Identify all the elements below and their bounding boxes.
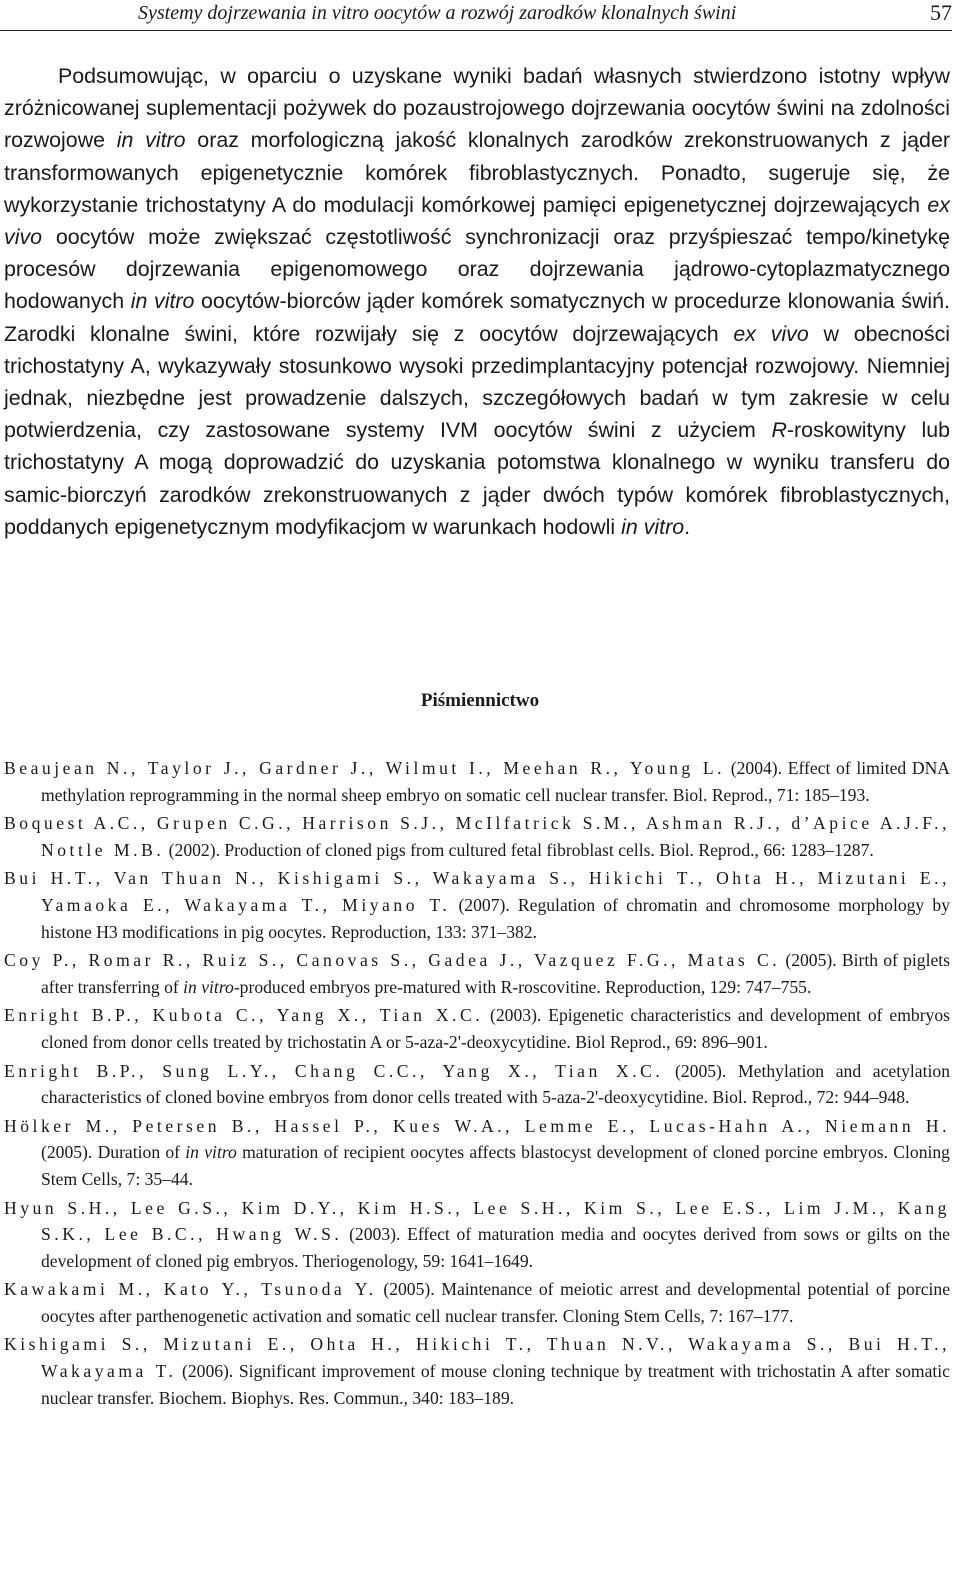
reference-details: (2007). Regulation of chromatin and chromosome morphology by histone H3 modifications in pig oocytes. Reproduction, 133: 371–382.: [41, 894, 950, 942]
page-number: 57: [930, 0, 952, 25]
reference-item: [4, 865, 950, 945]
reference-details: (2005). Duration of: [41, 1142, 186, 1163]
reference-authors: Enright B.P., Sung L.Y., Chang C.C., Yang X., Tian X.C.: [4, 1060, 664, 1081]
reference-authors: Hyun S.H., Lee G.S., Kim D.Y., Kim H.S., Lee S.H., Kim S., Lee E.S., Lim J.M., Kang S.K., Lee B.C., Hwang W.S.: [4, 1197, 950, 1245]
reference-list: [4, 755, 950, 1413]
reference-details: -produced embryos pre-matured with R-roscovitine. Reproduction, 129: 747–755.: [233, 976, 812, 997]
reference-details: (2004). Effect of limited DNA methylation reprogramming in the normal sheep embryo on somatic cell nuclear transfer. Biol. Reprod., 71: 185–193.: [41, 758, 950, 805]
text-run: oocytów może zwiększać częstotliwość synchronizacji oraz przyśpieszać tempo/kinetykę procesów dojrzewania epigenomowego oraz dojrzewania jądrowo-cytoplazmatycznego hodowanych: [4, 225, 950, 314]
references-heading: Piśmiennictwo: [420, 690, 540, 711]
italic-term: in vitro: [185, 1142, 237, 1163]
reference-authors: Boquest A.C., Grupen C.G., Harrison S.J., McIlfatrick S.M., Ashman R.J., d’Apice A.J.F., Nottle M.B.: [4, 813, 950, 860]
reference-item: [4, 1113, 950, 1193]
italic-term: in vitro: [621, 514, 685, 539]
italic-term: ex vivo: [733, 321, 809, 346]
running-header: [0, 0, 952, 31]
reference-details: (2003). Effect of maturation media and oocytes derived from sows or gilts on the development of cloned pig embryos. Theriogenology, 59: 1641–1649.: [41, 1224, 950, 1271]
italic-term: in vitro: [116, 128, 186, 153]
reference-item: [4, 1058, 950, 1111]
reference-authors: Enright B.P., Kubota C., Yang X., Tian X.C.: [4, 1005, 484, 1026]
italic-term: in vitro: [130, 289, 195, 314]
text-run: oraz morfologiczną jakość klonalnych zarodków zrekonstruowanych z jąder transformowanych epigenetycznie komórek fibroblastycznych. Ponadto, sugeruje się, że wykorzystanie trichostatyny A do modulacji komórkowej pamięci epigenetycznej dojrzewających: [4, 128, 950, 217]
reference-authors: Kishigami S., Mizutani E., Ohta H., Hikichi T., Thuan N.V., Wakayama S., Bui H.T., Wakayama T.: [4, 1334, 950, 1382]
text-run: -roskowityny lub trichostatyny A mogą doprowadzić do uzyskania potomstwa klonalnego w wyniku transferu do samic-biorczyń zarodków zrekonstruowanych z jąder dwóch typów komórek fibroblastycznych, poddanych epigenetycznym modyfikacjom w warunkach hodowli: [4, 418, 950, 539]
reference-authors: Beaujean N., Taylor J., Gardner J., Wilmut I., Meehan R., Young L.: [4, 758, 726, 778]
reference-item: [4, 947, 950, 1000]
reference-item: [4, 1002, 950, 1055]
italic-term: in vitro: [183, 976, 234, 997]
text-run: .: [684, 514, 691, 539]
reference-details: (2003). Epigenetic characteristics and development of embryos cloned from donor cells treated by trichostatin A or 5-aza-2'-deoxycytidine. Biol Reprod., 69: 896–901.: [41, 1005, 950, 1052]
running-title: Systemy dojrzewania in vitro oocytów a rozwój zarodków klonalnych świni: [138, 2, 737, 24]
italic-term: R: [771, 418, 787, 443]
reference-item: [4, 1195, 950, 1275]
text-run: Podsumowując, w oparciu o uzyskane wyniki badań własnych stwierdzono istotny wpływ zróżnicowanej suplementacji pożywek do pozaustrojowego dojrzewania oocytów świni na zdolności rozwojowe: [4, 64, 950, 153]
text-run: w obecności trichostatyny A, wykazywały stosunkowo wysoki przedimplantacyjny potencjał rozwojowy. Niemniej jednak, niezbędne jest prowadzenie dalszych, szczegółowych badań w tym zakresie w celu potwierdzenia, czy zastosowane systemy IVM oocytów świni z użyciem: [4, 321, 951, 443]
summary-paragraph: [4, 60, 950, 543]
reference-details: (2005). Birth of piglets after transferring of: [41, 950, 951, 997]
reference-item: [4, 1331, 950, 1411]
reference-details: (2005). Maintenance of meiotic arrest and developmental potential of porcine oocytes after parthenogenetic activation and somatic cell nuclear transfer. Cloning Stem Cells, 7: 167–177.: [41, 1279, 950, 1326]
reference-details: (2006). Significant improvement of mouse cloning technique by treatment with trichostatin A after somatic nuclear transfer. Biochem. Biophys. Res. Commun., 340: 183–189.: [41, 1361, 950, 1408]
reference-authors: Coy P., Romar R., Ruiz S., Canovas S., Gadea J., Vazquez F.G., Matas C.: [4, 950, 781, 971]
italic-term: ex vivo: [4, 192, 950, 250]
reference-item: [4, 1276, 950, 1329]
reference-details: (2005). Methylation and acetylation characteristics of cloned bovine embryos from donor cells treated with 5-aza-2'-deoxycytidine. Biol. Reprod., 72: 944–948.: [41, 1060, 950, 1108]
reference-details: (2002). Production of cloned pigs from cultured fetal fibroblast cells. Biol. Reprod., 66: 1283–1287.: [164, 839, 874, 860]
reference-authors: Kawakami M., Kato Y., Tsunoda Y.: [4, 1279, 377, 1300]
reference-authors: Bui H.T., Van Thuan N., Kishigami S., Wakayama S., Hikichi T., Ohta H., Mizutani E., Yamaoka E., Wakayama T., Miyano T.: [4, 868, 950, 915]
reference-authors: Hölker M., Petersen B., Hassel P., Kues W.A., Lemme E., Lucas-Hahn A., Niemann H.: [4, 1115, 950, 1136]
text-run: oocytów-biorców jąder komórek somatycznych w procedurze klonowania świń. Zarodki klonalne świni, które rozwijały się z oocytów dojrzewających: [4, 289, 950, 346]
reference-item: [4, 810, 950, 863]
reference-item: [4, 755, 950, 808]
summary-paragraph-block: [4, 60, 950, 543]
reference-details: maturation of recipient oocytes affects blastocyst development of cloned porcine embryos. Cloning Stem Cells, 7: 35–44.: [41, 1142, 950, 1189]
